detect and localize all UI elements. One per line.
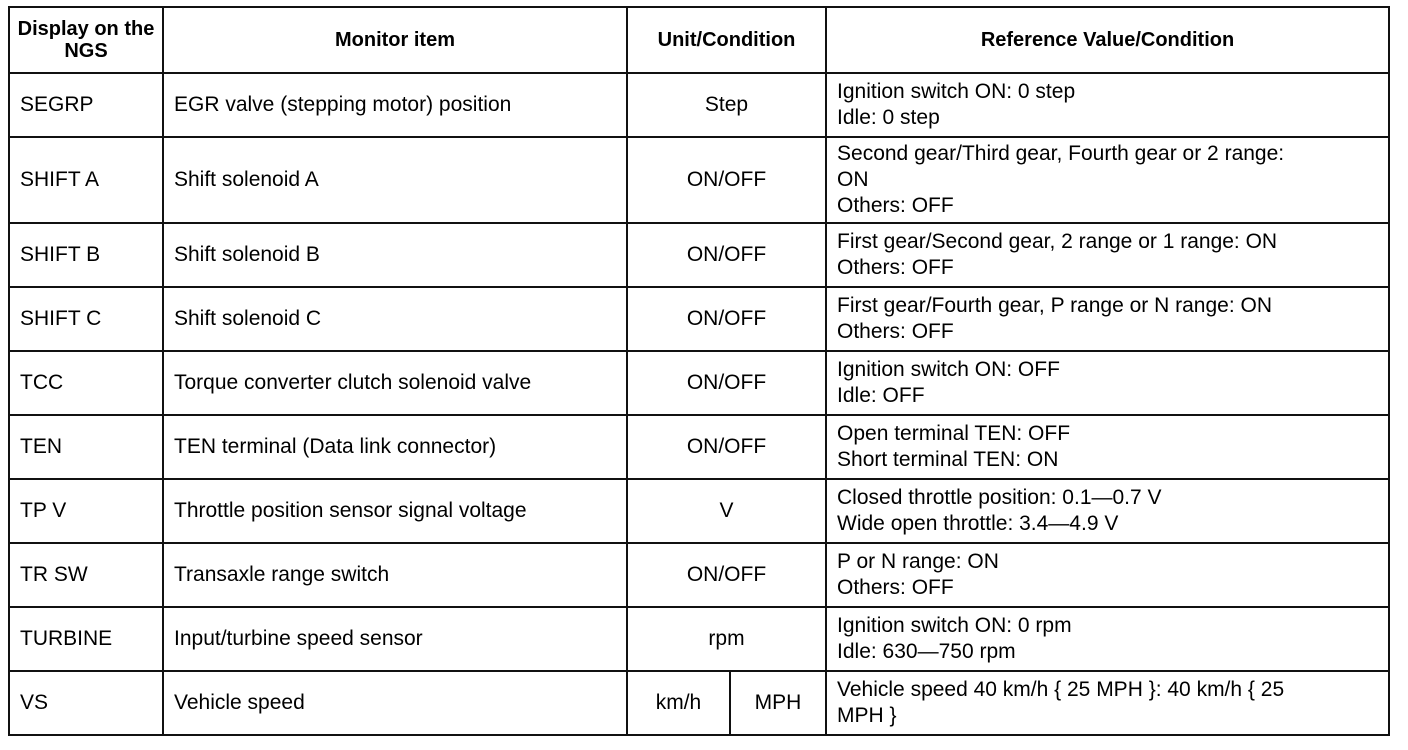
cell-unit: ON/OFF <box>627 543 826 607</box>
table-row <box>9 351 1389 415</box>
reference-line: Wide open throttle: 3.4—4.9 V <box>837 512 1119 535</box>
cell-display: TURBINE <box>9 607 163 671</box>
table-row <box>9 137 1389 223</box>
cell-reference <box>826 415 1389 479</box>
reference-line: Others: OFF <box>837 576 954 599</box>
cell-unit: Step <box>627 73 826 137</box>
reference-line: Others: OFF <box>837 320 954 343</box>
cell-monitor-item: Torque converter clutch solenoid valve <box>163 351 627 415</box>
cell-unit: ON/OFF <box>627 415 826 479</box>
reference-line: Vehicle speed 40 km/h { 25 MPH }: 40 km/h { 25 <box>837 678 1285 701</box>
cell-monitor-item: Shift solenoid B <box>163 223 627 287</box>
cell-display: VS <box>9 671 163 735</box>
reference-line: Idle: 630—750 rpm <box>837 640 1016 663</box>
cell-monitor-item: Input/turbine speed sensor <box>163 607 627 671</box>
header-unit-condition: Unit/Condition <box>627 7 826 73</box>
reference-line: Others: OFF <box>837 256 954 279</box>
cell-display: TP V <box>9 479 163 543</box>
reference-line: Closed throttle position: 0.1—0.7 V <box>837 486 1162 509</box>
cell-reference <box>826 543 1389 607</box>
cell-reference <box>826 223 1389 287</box>
table-row <box>9 415 1389 479</box>
cell-monitor-item: EGR valve (stepping motor) position <box>163 73 627 137</box>
cell-monitor-item: Transaxle range switch <box>163 543 627 607</box>
cell-unit-imperial: MPH <box>730 671 826 735</box>
cell-reference <box>826 287 1389 351</box>
cell-unit: ON/OFF <box>627 137 826 223</box>
cell-reference <box>826 607 1389 671</box>
header-monitor-item: Monitor item <box>163 7 627 73</box>
cell-unit: ON/OFF <box>627 287 826 351</box>
table-row <box>9 287 1389 351</box>
cell-reference <box>826 671 1389 735</box>
reference-line: Second gear/Third gear, Fourth gear or 2 range: <box>837 142 1285 165</box>
header-display-on-ngs: Display on the NGS <box>9 7 163 73</box>
cell-display: TCC <box>9 351 163 415</box>
cell-unit: rpm <box>627 607 826 671</box>
reference-line: Others: OFF <box>837 194 954 217</box>
cell-unit: V <box>627 479 826 543</box>
cell-monitor-item: Vehicle speed <box>163 671 627 735</box>
cell-display: SEGRP <box>9 73 163 137</box>
cell-reference <box>826 351 1389 415</box>
reference-table-container <box>8 6 1388 736</box>
table-row <box>9 479 1389 543</box>
reference-line: Idle: OFF <box>837 384 925 407</box>
cell-unit: ON/OFF <box>627 351 826 415</box>
cell-unit-metric: km/h <box>627 671 730 735</box>
reference-line: First gear/Fourth gear, P range or N range: ON <box>837 294 1272 317</box>
cell-display: SHIFT C <box>9 287 163 351</box>
cell-monitor-item: Shift solenoid A <box>163 137 627 223</box>
table-row <box>9 223 1389 287</box>
monitor-reference-table <box>8 6 1390 736</box>
cell-display: SHIFT B <box>9 223 163 287</box>
cell-monitor-item: Throttle position sensor signal voltage <box>163 479 627 543</box>
cell-display: TR SW <box>9 543 163 607</box>
reference-line: MPH } <box>837 704 897 727</box>
table-row <box>9 671 1389 735</box>
reference-line: Ignition switch ON: OFF <box>837 358 1060 381</box>
table-row <box>9 543 1389 607</box>
reference-line: ON <box>837 168 869 191</box>
cell-unit: ON/OFF <box>627 223 826 287</box>
table-row <box>9 73 1389 137</box>
cell-reference <box>826 137 1389 223</box>
table-row <box>9 607 1389 671</box>
cell-reference <box>826 73 1389 137</box>
reference-line: P or N range: ON <box>837 550 999 573</box>
cell-reference <box>826 479 1389 543</box>
reference-line: First gear/Second gear, 2 range or 1 range: ON <box>837 230 1278 253</box>
reference-line: Short terminal TEN: ON <box>837 448 1059 471</box>
cell-monitor-item: TEN terminal (Data link connector) <box>163 415 627 479</box>
table-header-row <box>9 7 1389 73</box>
reference-line: Ignition switch ON: 0 rpm <box>837 614 1072 637</box>
cell-monitor-item: Shift solenoid C <box>163 287 627 351</box>
reference-line: Idle: 0 step <box>837 106 940 129</box>
reference-line: Ignition switch ON: 0 step <box>837 80 1076 103</box>
cell-display: TEN <box>9 415 163 479</box>
header-reference-value: Reference Value/Condition <box>826 7 1389 73</box>
reference-line: Open terminal TEN: OFF <box>837 422 1071 445</box>
cell-display: SHIFT A <box>9 137 163 223</box>
